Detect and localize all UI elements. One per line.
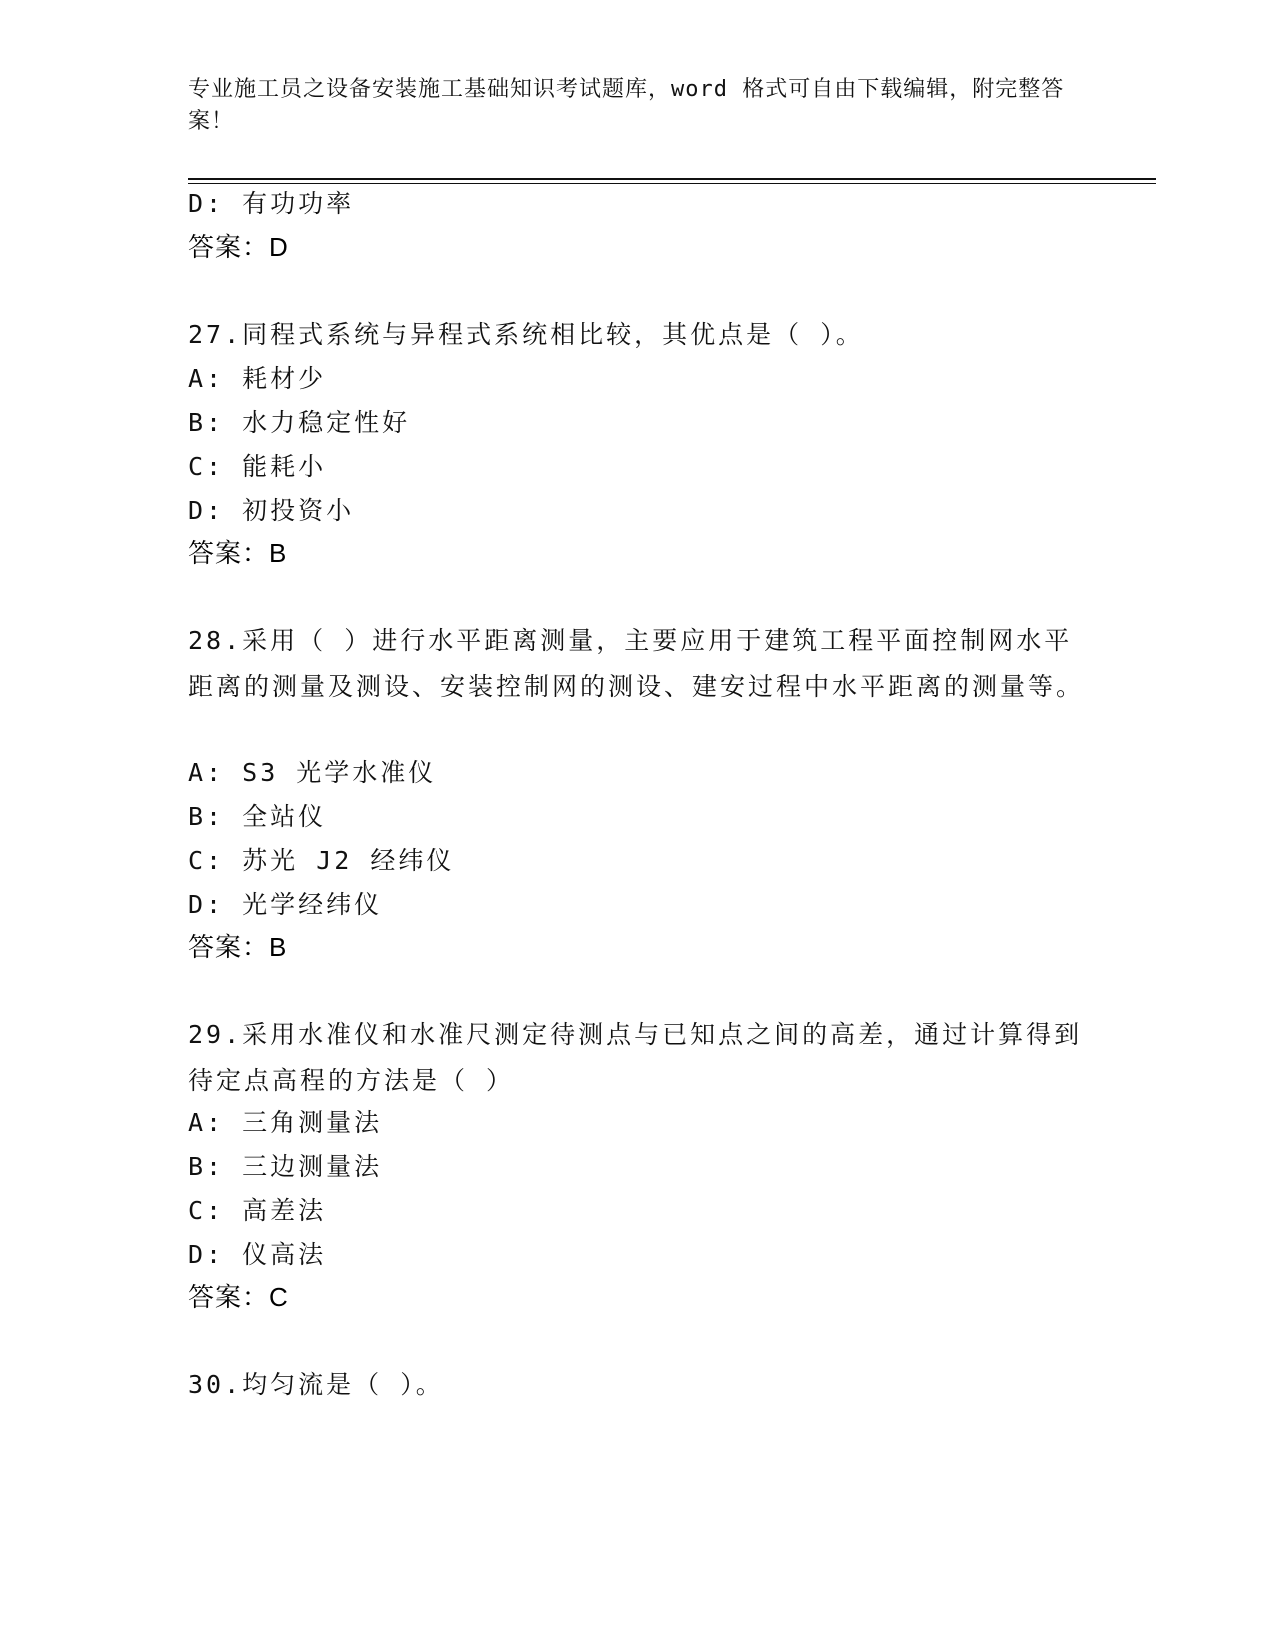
question-27-stem: 27.同程式系统与异程式系统相比较，其优点是（ ）。	[188, 320, 864, 349]
question-28-option-a: A: S3 光学水准仪	[188, 758, 437, 787]
question-28-option-c: C: 苏光 J2 经纬仪	[188, 846, 455, 875]
question-27-option-c: C: 能耗小	[188, 452, 327, 481]
question-28-option-d: D: 光学经纬仪	[188, 890, 383, 919]
question-30-stem: 30.均匀流是（ ）。	[188, 1370, 444, 1399]
document-header-note: 专业施工员之设备安装施工基础知识考试题库，word 格式可自由下载编辑，附完整答案！	[188, 77, 1065, 134]
question-29-option-c: C: 高差法	[188, 1196, 327, 1225]
question-29-option-a: A: 三角测量法	[188, 1108, 383, 1137]
prev-answer: 答案：D	[188, 232, 289, 262]
question-27-option-b: B: 水力稳定性好	[188, 408, 411, 437]
question-28-option-b: B: 全站仪	[188, 802, 327, 831]
question-29-option-b: B: 三边测量法	[188, 1152, 383, 1181]
header-divider	[188, 178, 1156, 180]
question-27-answer: 答案：B	[188, 538, 288, 568]
question-27-option-a: A: 耗材少	[188, 364, 327, 393]
question-28-stem: 28.采用（ ）进行水平距离测量，主要应用于建筑工程平面控制网水平距离的测量及测设、安装控制网的测设、建安过程中水平距离的测量等。	[188, 626, 1085, 701]
question-29-option-d: D: 仪高法	[188, 1240, 327, 1269]
question-29-answer: 答案：C	[188, 1282, 289, 1312]
question-27-option-d: D: 初投资小	[188, 496, 355, 525]
question-29-stem: 29.采用水准仪和水准尺测定待测点与已知点之间的高差，通过计算得到待定点高程的方法是（ ）	[188, 1020, 1083, 1095]
prev-option-d: D: 有功功率	[188, 189, 355, 218]
question-28-answer: 答案：B	[188, 932, 288, 962]
